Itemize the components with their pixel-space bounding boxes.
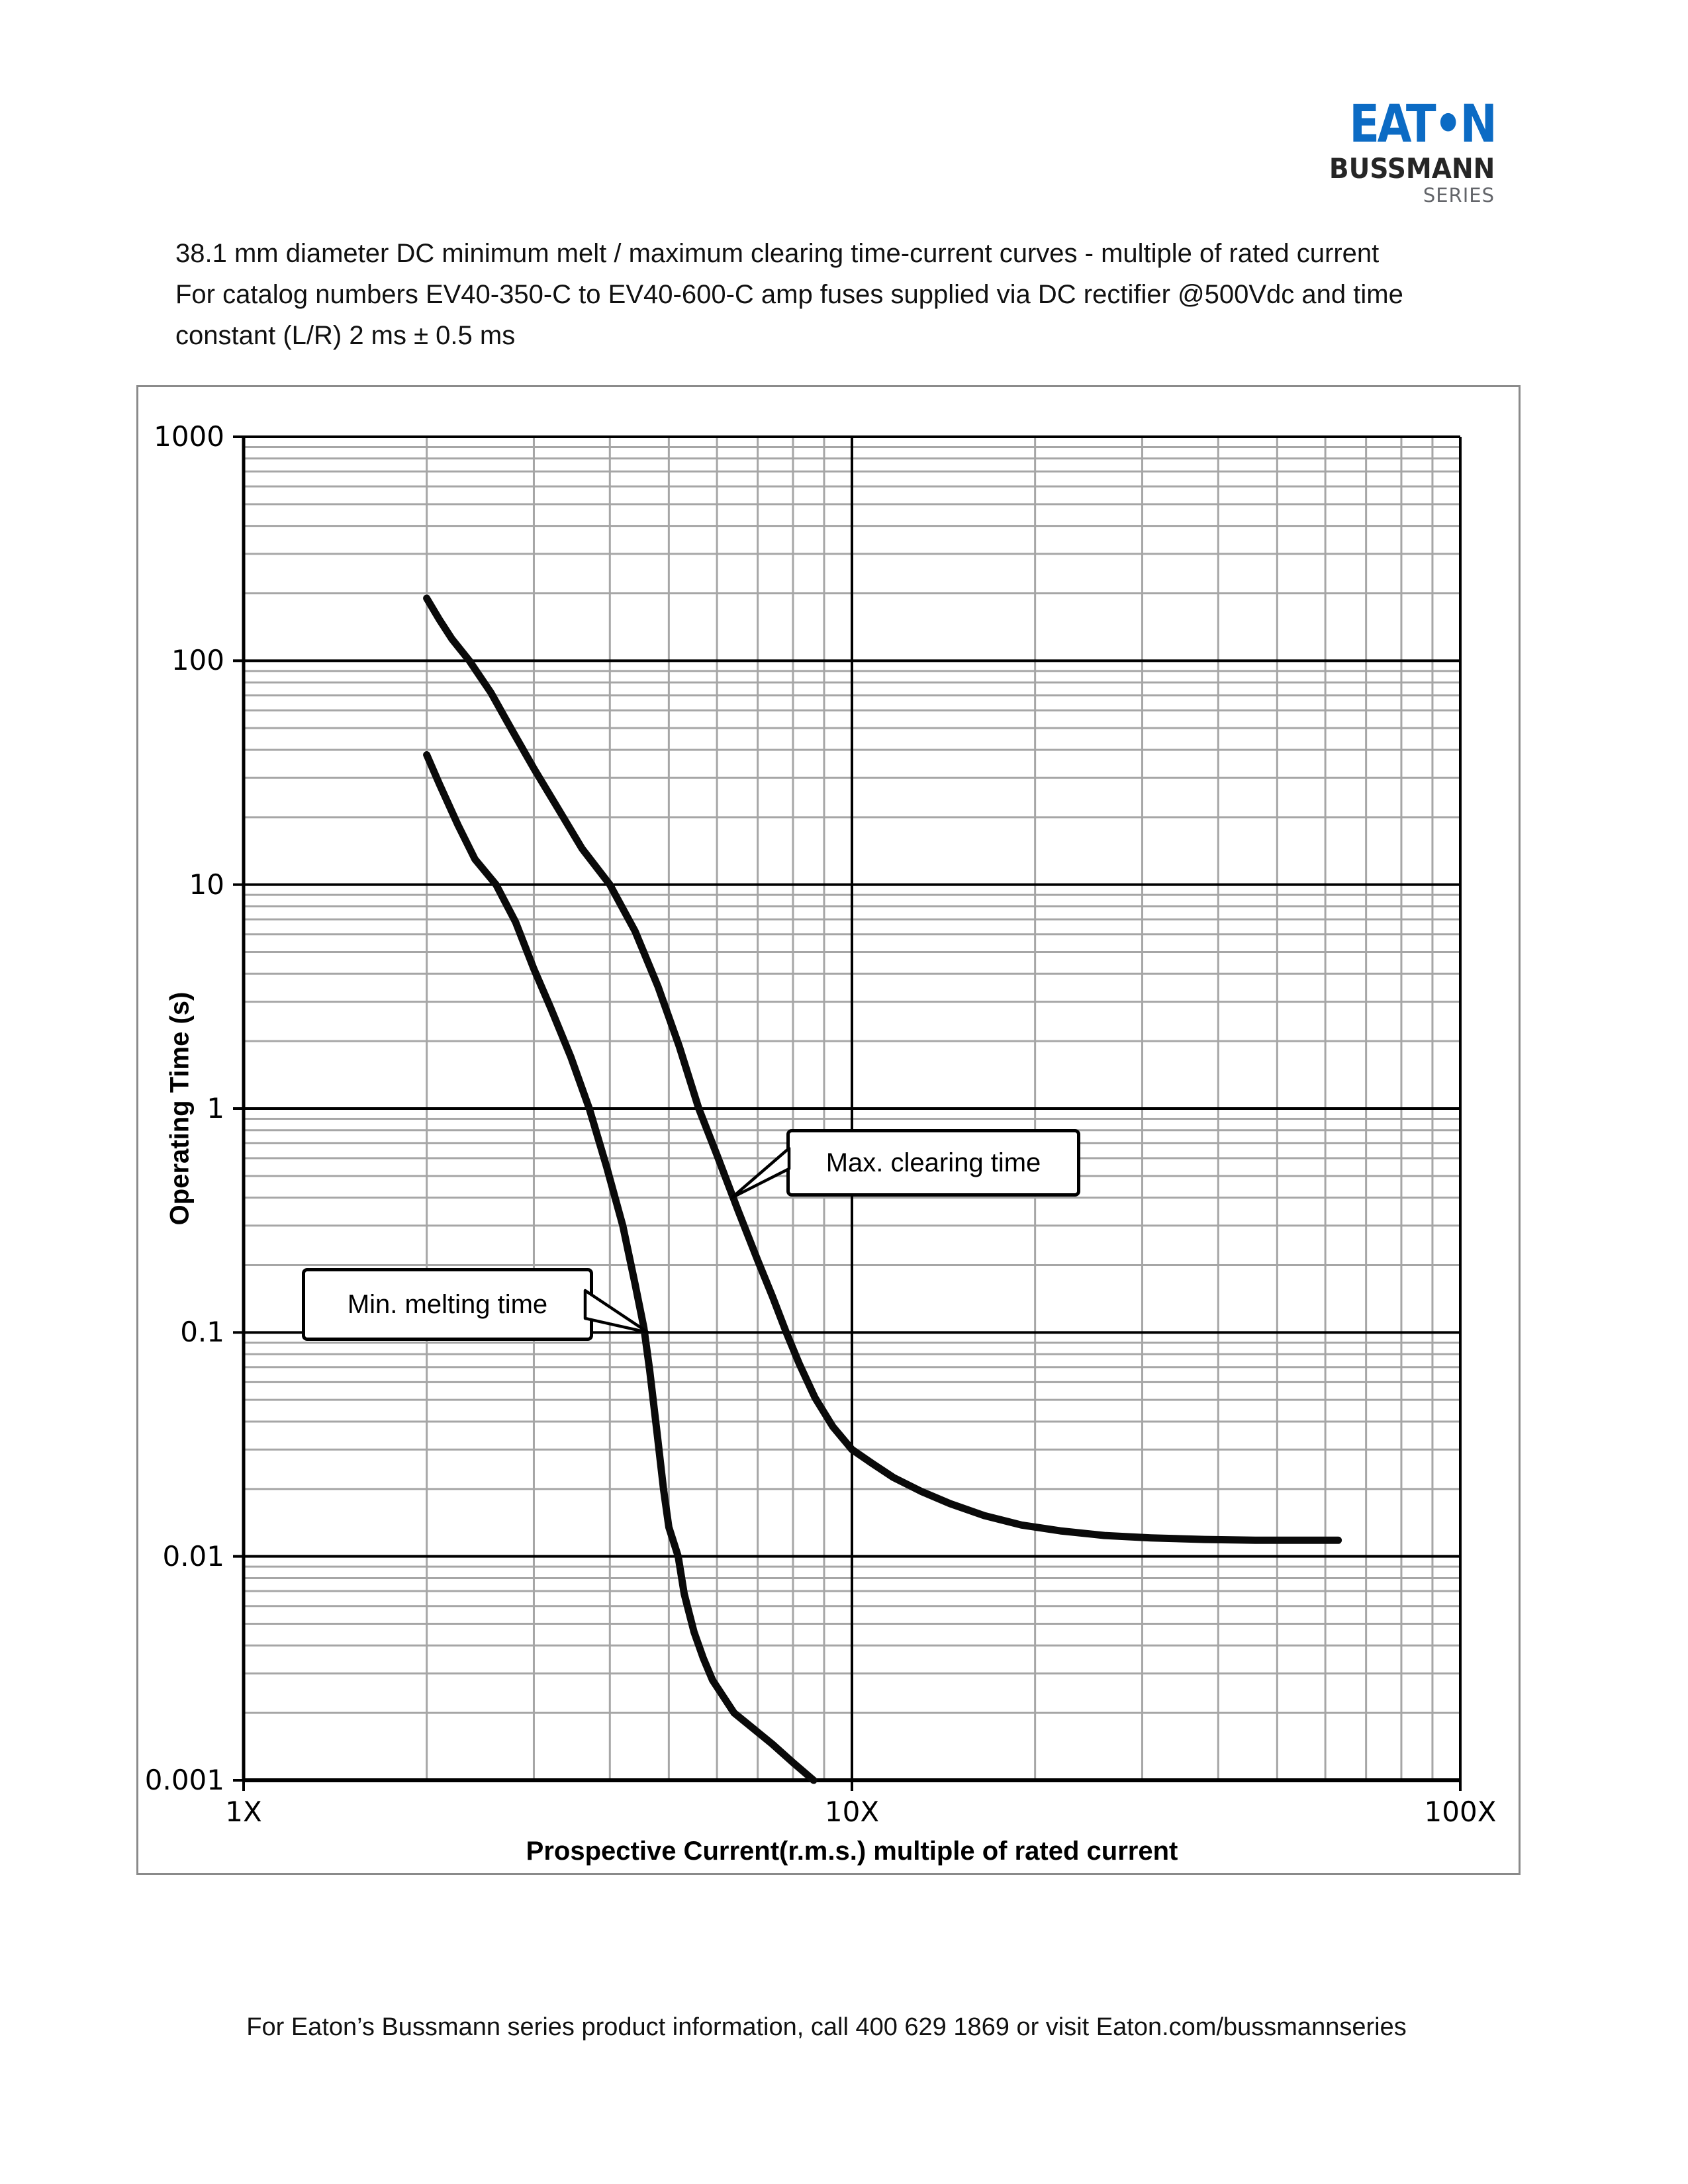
min-melting-time-label: Min. melting time — [347, 1289, 548, 1319]
eaton-bussmann-logo — [1317, 95, 1495, 206]
time-current-chart-frame — [136, 385, 1521, 1875]
title-line-1: 38.1 mm diameter DC minimum melt / maximum clearing time-current curves - multiple of rated current — [175, 239, 1380, 268]
y-tick-label-0.1: 0.1 — [180, 1316, 224, 1349]
y-tick-label-0.001: 0.001 — [144, 1763, 224, 1796]
bussmann-wordmark: BUSSMANN — [1329, 152, 1495, 185]
title-line-2: For catalog numbers EV40-350-C to EV40-600-C amp fuses supplied via DC rectifier @500Vdc and time — [175, 280, 1403, 309]
x-tick-label-1X: 1X — [225, 1796, 262, 1828]
title-line-3: constant (L/R) 2 ms ± 0.5 ms — [175, 321, 516, 350]
y-tick-label-10: 10 — [189, 868, 224, 901]
y-tick-label-1: 1 — [207, 1091, 224, 1124]
y-tick-label-100: 100 — [171, 644, 224, 677]
max-clearing-time-callout — [786, 1129, 1080, 1197]
min-melting-time-callout — [302, 1268, 593, 1341]
series-wordmark: SERIES — [1423, 184, 1495, 206]
max-clearing-time-label: Max. clearing time — [825, 1148, 1041, 1177]
page-title — [175, 233, 1473, 356]
x-tick-label-100X: 100X — [1424, 1796, 1497, 1828]
x-axis-title: Prospective Current(r.m.s.) multiple of rated current — [526, 1837, 1178, 1866]
eaton-logo-wordmark: EAT•N — [1348, 95, 1495, 154]
y-tick-label-0.01: 0.01 — [162, 1539, 224, 1572]
y-axis-title: Operating Time (s) — [165, 991, 195, 1226]
footer-text: For Eaton’s Bussmann series product information, call 400 629 1869 or visit Eaton.com/bussmannseries — [246, 2013, 1407, 2041]
x-tick-label-10X: 10X — [824, 1796, 880, 1828]
chart-plot-area — [244, 437, 1460, 1780]
y-tick-label-1000: 1000 — [154, 420, 224, 453]
